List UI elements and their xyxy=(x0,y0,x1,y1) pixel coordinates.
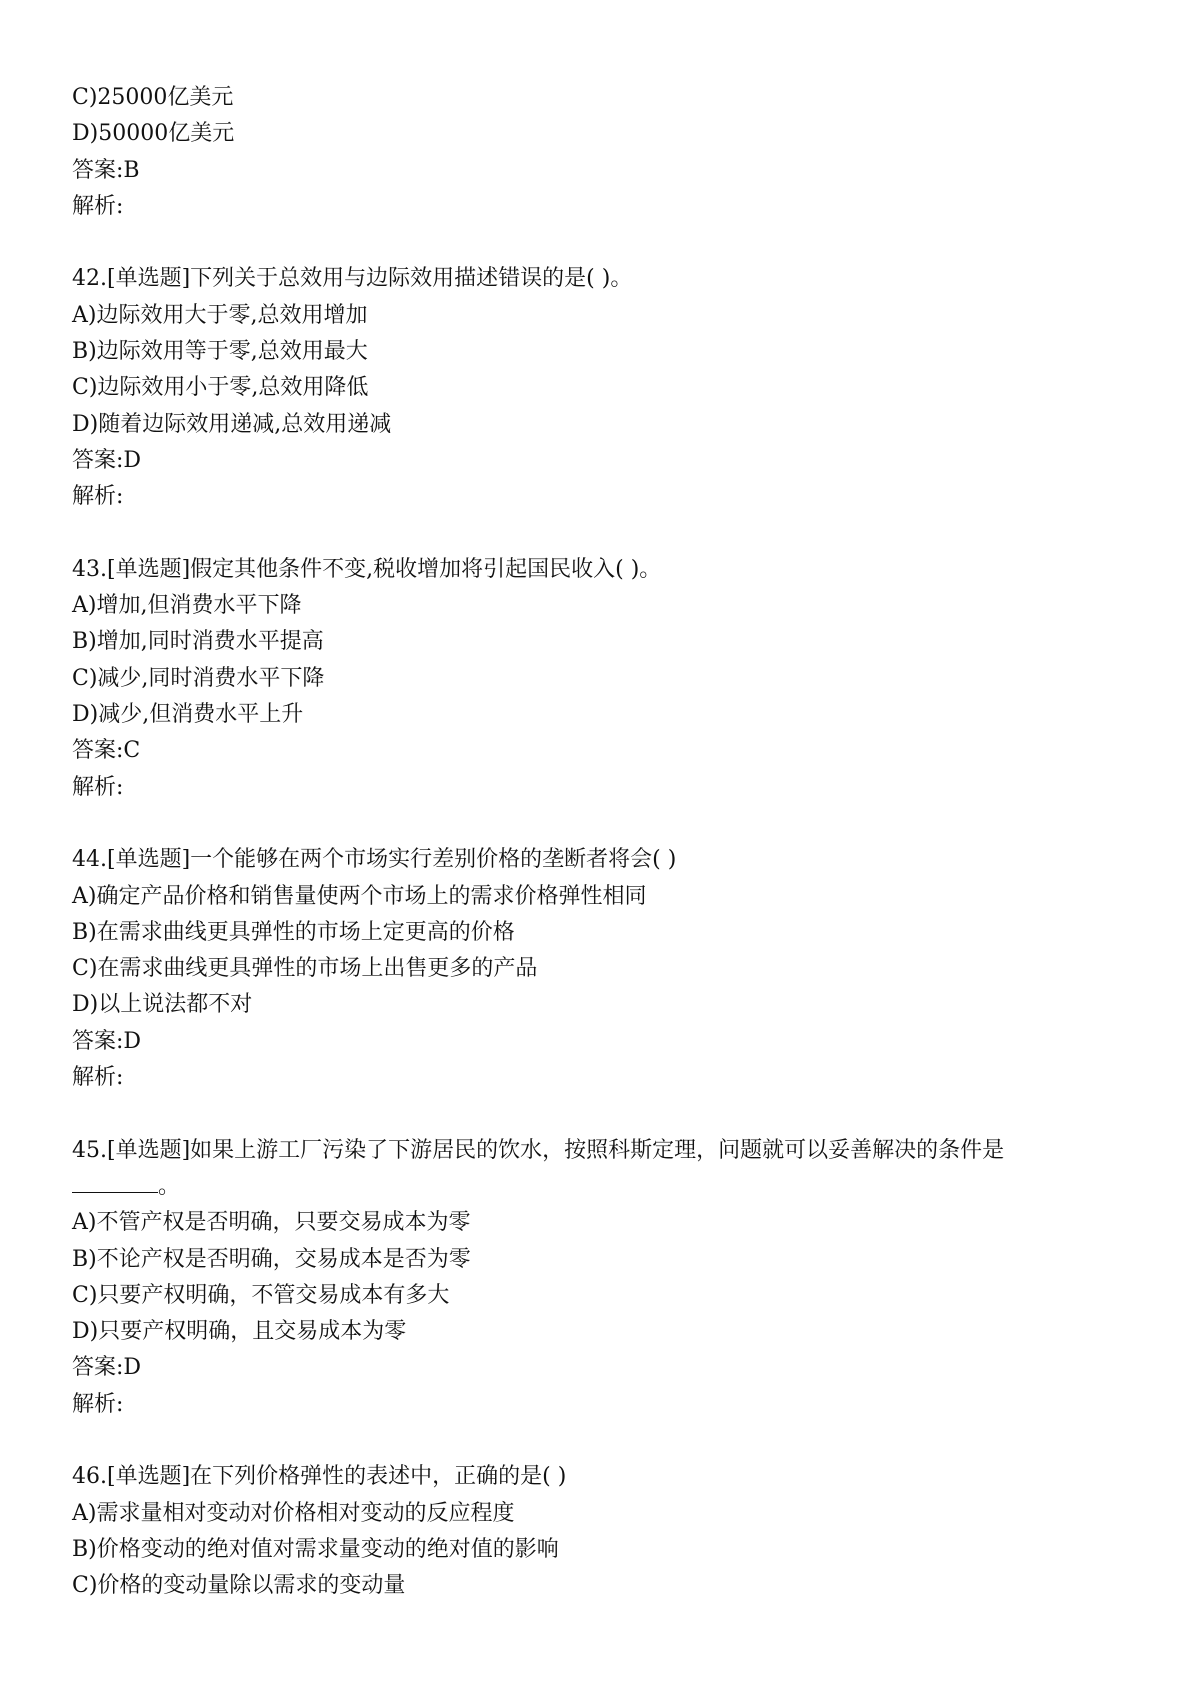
question-46 xyxy=(72,1459,1122,1604)
option-b: B)增加,同时消费水平提高 xyxy=(72,629,324,655)
option-d: D)以上说法都不对 xyxy=(72,992,253,1018)
question-42 xyxy=(72,261,1122,515)
option-c: C)只要产权明确，不管交易成本有多大 xyxy=(72,1282,450,1308)
analysis-line: 解析: xyxy=(72,1391,124,1417)
question-list xyxy=(72,80,1122,1604)
option-b: B)价格变动的绝对值对需求量变动的绝对值的影响 xyxy=(72,1536,559,1562)
option-b: B)不论产权是否明确，交易成本是否为零 xyxy=(72,1246,471,1272)
spacer xyxy=(72,1423,1122,1459)
option-b: B)边际效用等于零,总效用最大 xyxy=(72,339,368,365)
question-stem: 43.[单选题]假定其他条件不变,税收增加将引起国民收入( )。 xyxy=(72,556,662,582)
fill-in-blank xyxy=(72,1170,158,1193)
question-45 xyxy=(72,1133,1122,1423)
answer-line: 答案:D xyxy=(72,1028,142,1054)
option-a: A)需求量相对变动对价格相对变动的反应程度 xyxy=(72,1500,515,1526)
answer-line: 答案:D xyxy=(72,1355,142,1381)
spacer xyxy=(72,806,1122,842)
option-c: C)减少,同时消费水平下降 xyxy=(72,665,325,691)
option-d: D)只要产权明确，且交易成本为零 xyxy=(72,1319,407,1345)
stem-tail: 。 xyxy=(158,1173,181,1199)
question-44 xyxy=(72,842,1122,1096)
question-stem: 42.[单选题]下列关于总效用与边际效用描述错误的是( )。 xyxy=(72,266,633,292)
spacer xyxy=(72,1096,1122,1132)
answer-line: 答案:C xyxy=(72,738,141,764)
option-a: A)边际效用大于零,总效用增加 xyxy=(72,302,368,328)
question-stem: 44.[单选题]一个能够在两个市场实行差别价格的垄断者将会( ) xyxy=(72,847,677,873)
option-a: A)确定产品价格和销售量使两个市场上的需求价格弹性相同 xyxy=(72,883,647,909)
analysis-line: 解析: xyxy=(72,484,124,510)
option-c: C)价格的变动量除以需求的变动量 xyxy=(72,1573,406,1599)
answer-line: 答案:D xyxy=(72,447,142,473)
question-stem: 45.[单选题]如果上游工厂污染了下游居民的饮水，按照科斯定理，问题就可以妥善解决的条件是 xyxy=(72,1137,1005,1163)
option-d: D)随着边际效用递减,总效用递减 xyxy=(72,411,392,437)
option-c: C)边际效用小于零,总效用降低 xyxy=(72,375,369,401)
spacer xyxy=(72,225,1122,261)
analysis-line: 解析: xyxy=(72,193,124,219)
spacer xyxy=(72,516,1122,552)
answer-line: 答案:B xyxy=(72,157,140,183)
option-c: C)25000亿美元 xyxy=(72,85,234,110)
option-a: A)增加,但消费水平下降 xyxy=(72,593,302,619)
option-d: D)减少,但消费水平上升 xyxy=(72,702,304,728)
analysis-line: 解析: xyxy=(72,1065,124,1091)
analysis-line: 解析: xyxy=(72,774,124,800)
question-stem-continuation xyxy=(72,1169,1122,1205)
question-43 xyxy=(72,552,1122,806)
option-c: C)在需求曲线更具弹性的市场上出售更多的产品 xyxy=(72,956,538,982)
option-d: D)50000亿美元 xyxy=(72,121,235,147)
option-a: A)不管产权是否明确，只要交易成本为零 xyxy=(72,1210,471,1236)
option-b: B)在需求曲线更具弹性的市场上定更高的价格 xyxy=(72,919,515,945)
question-fragment xyxy=(72,80,1122,225)
question-stem: 46.[单选题]在下列价格弹性的表述中，正确的是( ) xyxy=(72,1464,567,1490)
